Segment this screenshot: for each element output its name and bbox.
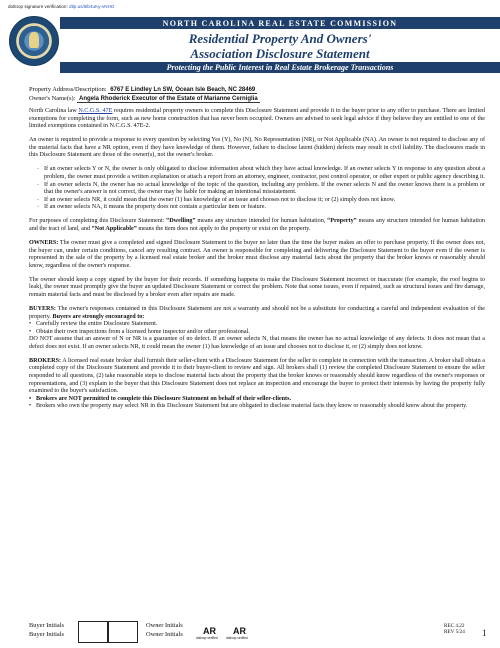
owner-initials-stamp-1 (196, 626, 222, 642)
buyers-list (29, 321, 485, 336)
owner-initials-label-1: Owner Initials (146, 622, 183, 629)
response-paragraph: An owner is required to provide a response to every question by selecting Yes (Y), No (N), No Representation (NR), or Not Applicable (NA). An owner is not required to disclose any of the material facts that have a NR option, even if they have knowledge of them. However, failure to disclose latent (hidden) defects may result in civil liability. The disclosures made in this Disclosure Statement are those of the owner(s), not the owner's broker. (29, 137, 485, 159)
buyers-heading: BUYERS: (29, 306, 56, 313)
intro-text-cont: requires residential property owners to complete this Disclosure Statement and provide it to the buyer prior to any offer to purchase. There are limited exemptions for completing the form, such as new home construction that has never been occupied. Owners are advised to seek legal advice if they believe they are entitled to one of the limited exemptions contained in N.C.G.S. 47E-2. (29, 108, 485, 130)
intro-text: North Carolina law (29, 108, 79, 114)
owner-initials-stamp-2 (226, 626, 252, 642)
owner-name-label: Owner's Name(s): (29, 95, 76, 102)
stamp-initials: AR (233, 626, 246, 636)
buyers-encouraged: Buyers are strongly encouraged to: (52, 313, 145, 320)
disclosure-body (29, 108, 485, 411)
def-property: “Property” (327, 218, 357, 225)
commission-banner: NORTH CAROLINA REAL ESTATE COMMISSION (60, 17, 500, 29)
form-title-line2: Association Disclosure Statement (190, 46, 370, 61)
list-item: • Brokers are NOT permitted to complete this Disclosure Statement on behalf of their seller-clients. (29, 396, 485, 404)
brokers-list (29, 396, 485, 411)
def-text: means any structure intended for human habitation, (195, 218, 328, 225)
form-revision (444, 623, 465, 635)
owner-name-row (29, 95, 260, 102)
buyer-initials-box-1[interactable] (78, 621, 108, 643)
buyers-text: The owner's responses contained in this Disclosure Statement are not a warranty and should not be a substitute for conducting a careful and independent evaluation of the property. (29, 306, 485, 320)
definitions-paragraph (29, 218, 485, 233)
property-address-label: Property Address/Description: (29, 86, 107, 93)
ncgs-link[interactable]: N.C.G.S. 47E (78, 108, 113, 114)
owners-heading: OWNERS: (29, 240, 59, 247)
intro-paragraph (29, 108, 485, 131)
def-dwelling: “Dwelling” (166, 218, 196, 225)
verification-label: dotloop signature verification: (8, 4, 68, 9)
buyer-initials-label-1: Buyer Initials (29, 622, 64, 629)
list-item: • Brokers who own the property may select NR in this Disclosure Statement but are obligated to disclose material facts they know or reasonably should know about the property. (29, 403, 485, 411)
list-item: • Obtain their own inspections from a licensed home inspector and/or other professional. (29, 329, 485, 337)
verification-link[interactable]: dtlp.us/5lb4uKy-vNHG (69, 4, 115, 9)
owners-paragraph (29, 240, 485, 270)
owner-name-field[interactable]: Angela Rhoderick Executor of the Estate of Marianne Cerniglia (79, 96, 258, 102)
def-text: means the item does not apply to the property or exist on the property. (136, 225, 311, 232)
def-text: For purposes of completing this Disclosure Statement: (29, 218, 167, 225)
list-item: ◦ If an owner selects N, the owner has no actual knowledge of the topic of the question, including any problem. If the owner selects N and the owner knows there is a problem or that the owner's answer is not correct, the owner may be liable for making an intentional misstatement. (37, 182, 485, 197)
form-number: REC 4.22 (444, 623, 465, 629)
tagline-banner: Protecting the Public Interest in Real Estate Brokerage Transactions (60, 62, 500, 73)
verification-line (8, 4, 115, 9)
def-text: means any structure intended for human habitation and the tract of land, and (29, 218, 485, 232)
list-item: ◦ If an owner selects Y or N, the owner is only obligated to disclose information about which they have actual knowledge. If an owner selects Y in response to any question about a problem, the owner must provide a written explanation or attach a report from an attorney, engineer, contractor, pest control operator, or other expert or public agency describing it. (37, 166, 485, 181)
list-item: ◦ If an owner selects NR, it could mean that the owner (1) has knowledge of an issue and chooses not to disclose it; or (2) simply does not know. (37, 197, 485, 205)
brokers-text: A licensed real estate broker shall furnish their seller-client with a Disclosure Statement for the seller to complete in connection with the transaction. A broker shall obtain a completed copy of the Disclosure Statement and provide it to their buyer-client to review and sign. All brokers shall (1) review the completed Disclosure Statement to ensure the seller responded to all questions, (2) take reasonable steps to disclose material facts about the property that the broker knows or reasonably should know regardless of the owner's responses or representations, and (3) explain to the buyer that this Disclosure Statement does not replace an inspection and encourage the buyer to protect their interests by having the property fully examined to the buyer's satisfaction. (29, 357, 485, 395)
buyers-paragraph (29, 306, 485, 321)
property-address-field[interactable]: 6767 E Lindley Ln SW, Ocean Isle Beach, NC 28469 (110, 87, 256, 93)
owner-initials-label-2: Owner Initials (146, 631, 183, 638)
brokers-heading: BROKERS: (29, 357, 62, 364)
response-options-list (29, 166, 485, 211)
buyer-initials-label-2: Buyer Initials (29, 631, 64, 638)
nc-seal-logo (9, 16, 59, 66)
form-title-line1: Residential Property And Owners' (188, 31, 372, 46)
stamp-verified-text: dotloop verified (196, 636, 218, 640)
revision-date: REV 5/24 (444, 629, 465, 636)
list-item: ◦ If an owner selects NA, it means the property does not contain a particular item or feature. (37, 204, 485, 212)
def-not-applicable: “Not Applicable” (91, 225, 137, 232)
page-number: 1 (482, 628, 487, 638)
no-guarantee-paragraph: DO NOT assume that an answer of N or NR is a guarantee of no defect. If an owner selects N, that means the owner has no actual knowledge of any defects. It does not mean that a defect does not exist. If an owner selects NR, it could mean the owner (1) has knowledge of an issue and chooses not to disclose it, or (2) simply does not know. (29, 336, 485, 350)
list-item: • Carefully review the entire Disclosure Statement. (29, 321, 485, 329)
owner-copy-paragraph: The owner should keep a copy signed by the buyer for their records. If something happens to make the Disclosure Statement incorrect or inaccurate (for example, the roof begins to leak), the owner must promptly give the buyer an updated Disclosure Statement or correct the problem. Note that some issues, even if repaired, such as structural issues and fire damage, remain material facts and must be disclosed by a broker even after repairs are made. (29, 276, 485, 298)
owners-text: The owner must give a completed and signed Disclosure Statement to the buyer no later than the time the buyer makes an offer to purchase property. If the owner does not, the buyer can, under certain conditions, cancel any resulting contract. An owner is responsible for completing and delivering the Disclosure Statement to the buyer even if the owner is represented in the sale of the property by a licensed real estate broker and the broker must disclose any material facts about the property that the broker knows or reasonably should know, regardless of the owner's response. (29, 240, 485, 269)
property-address-row (29, 86, 257, 93)
stamp-initials: AR (203, 626, 216, 636)
stamp-verified-text: dotloop verified (226, 636, 248, 640)
brokers-paragraph (29, 358, 485, 396)
buyer-initials-box-2[interactable] (108, 621, 138, 643)
